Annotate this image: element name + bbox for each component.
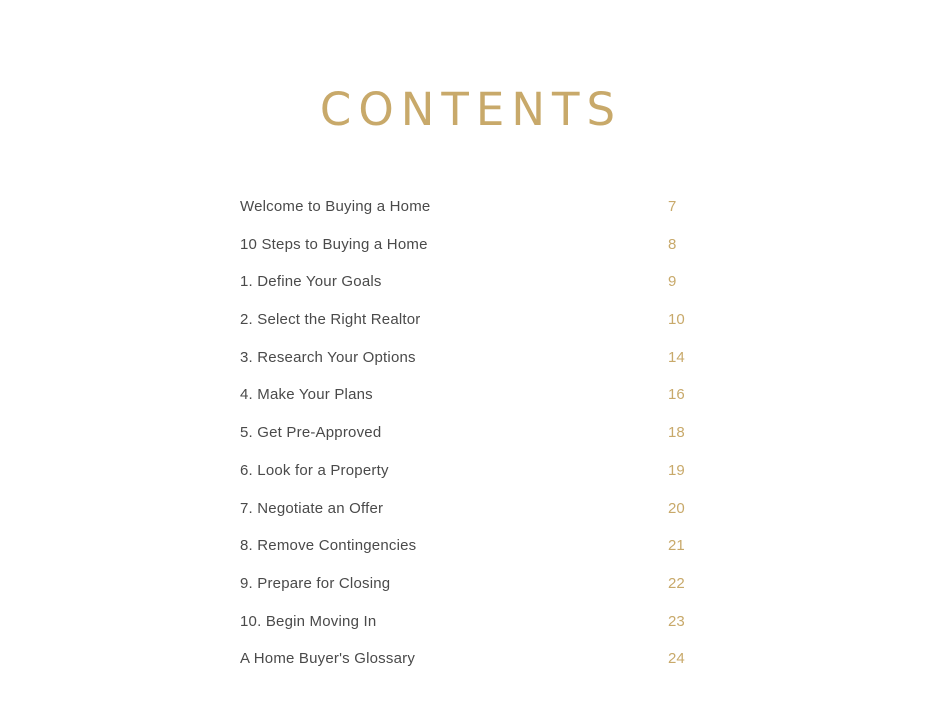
toc-entry-label: 4. Make Your Plans bbox=[240, 386, 373, 404]
toc-entry-page-number: 20 bbox=[668, 499, 685, 517]
toc-entry-page-number: 21 bbox=[668, 537, 685, 555]
toc-entry-select-realtor[interactable] bbox=[240, 301, 700, 339]
toc-entry-page-number: 10 bbox=[668, 311, 685, 329]
toc-entry-welcome[interactable] bbox=[240, 188, 700, 226]
toc-entry-page-number: 24 bbox=[668, 650, 685, 668]
page-title: CONTENTS bbox=[319, 83, 623, 136]
toc-entry-glossary[interactable] bbox=[240, 640, 700, 678]
toc-entry-page-number: 16 bbox=[668, 386, 685, 404]
toc-entry-label: 10 Steps to Buying a Home bbox=[240, 235, 428, 253]
toc-entry-research-options[interactable] bbox=[240, 339, 700, 377]
toc-entry-label: A Home Buyer's Glossary bbox=[240, 650, 416, 668]
toc-entry-page-number: 18 bbox=[668, 424, 685, 442]
toc-entry-label: 10. Begin Moving In bbox=[240, 612, 377, 630]
toc-entry-label: 3. Research Your Options bbox=[240, 348, 416, 366]
toc-entry-label: 2. Select the Right Realtor bbox=[240, 311, 421, 329]
toc-entry-page-number: 19 bbox=[668, 461, 685, 479]
toc-entry-begin-moving[interactable] bbox=[240, 603, 700, 641]
toc-entry-10-steps[interactable] bbox=[240, 226, 700, 264]
toc-entry-label: 6. Look for a Property bbox=[240, 461, 389, 479]
toc-entry-page-number: 14 bbox=[668, 348, 685, 366]
toc-entry-pre-approved[interactable] bbox=[240, 414, 700, 452]
toc-entry-remove-contingencies[interactable] bbox=[240, 527, 700, 565]
toc-entry-label: 7. Negotiate an Offer bbox=[240, 499, 384, 517]
toc-entry-define-goals[interactable] bbox=[240, 263, 700, 301]
toc-entry-make-plans[interactable] bbox=[240, 376, 700, 414]
toc-entry-label: 9. Prepare for Closing bbox=[240, 574, 391, 592]
toc-entry-negotiate-offer[interactable] bbox=[240, 490, 700, 528]
toc-entry-page-number: 7 bbox=[668, 198, 677, 215]
toc-entry-label: 1. Define Your Goals bbox=[240, 273, 382, 291]
toc-entry-label: Welcome to Buying a Home bbox=[240, 198, 431, 215]
toc-entry-label: 5. Get Pre-Approved bbox=[240, 424, 382, 442]
toc-entry-page-number: 23 bbox=[668, 612, 685, 630]
toc-entry-prepare-closing[interactable] bbox=[240, 565, 700, 603]
toc-entry-page-number: 22 bbox=[668, 574, 685, 592]
toc-entry-label: 8. Remove Contingencies bbox=[240, 537, 417, 555]
table-of-contents bbox=[240, 188, 700, 678]
toc-entry-page-number: 8 bbox=[668, 235, 677, 253]
toc-entry-look-for-property[interactable] bbox=[240, 452, 700, 490]
toc-entry-page-number: 9 bbox=[668, 273, 677, 291]
